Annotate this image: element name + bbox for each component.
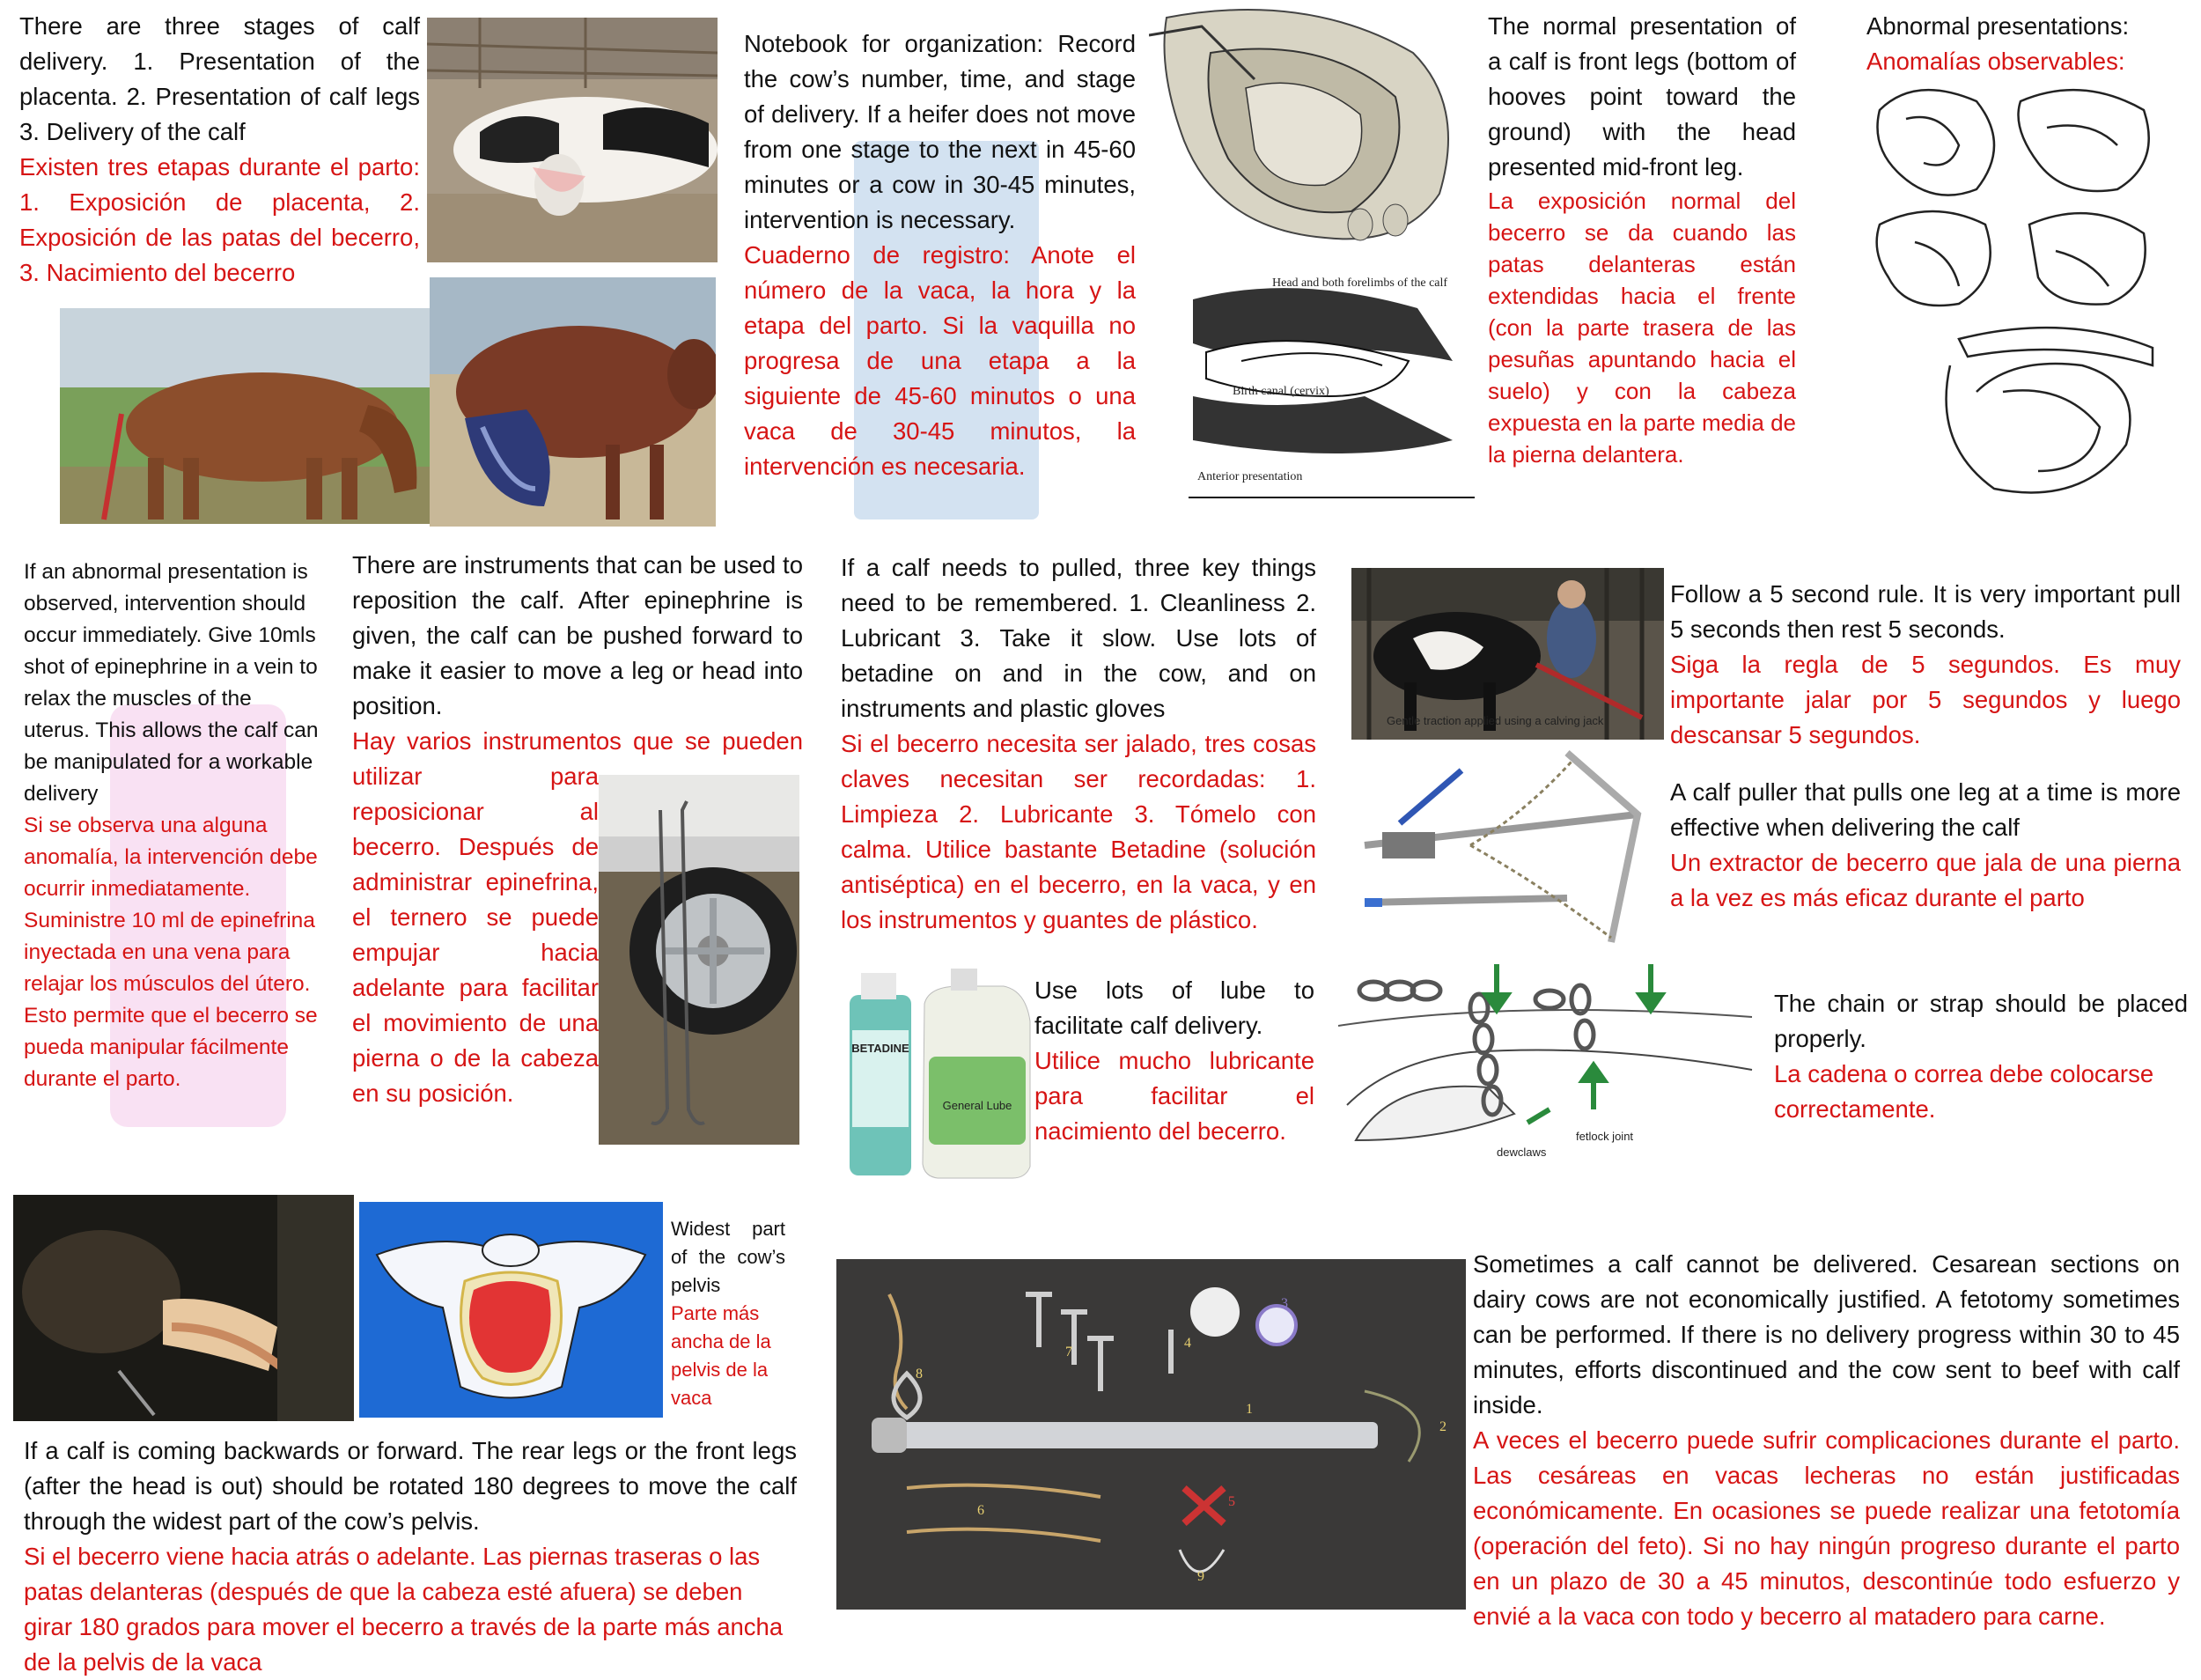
betadine-label: BETADINE [851, 1042, 909, 1055]
notebook-english: Notebook for organization: Record the cow’s number, time, and stage of delivery. If a heifer does not move from one stage to the next in 45-60 minutes or a cow in 30-45 minutes, intervention is necessary. [744, 30, 1136, 233]
label-dewclaws: dewclaws [1497, 1146, 1547, 1159]
intervention-text-block [24, 556, 323, 1095]
anterior-presentation-diagram [1189, 264, 1475, 502]
pulled-spanish-block [841, 726, 1316, 938]
fetotomy-tools-photo [836, 1259, 1466, 1610]
pelvis-english: Widest part of the cow’s pelvis [671, 1218, 785, 1296]
puller-spanish: Un extractor de becerro que jala de una pierna a la vez es más eficaz durante el parto [1670, 849, 2181, 911]
instruments-spanish: Hay varios instrumentos que se pueden utilizar para reposicionar al becerro. Después de administrar epinefrina, el ternero se puede empujar hacia adelante para facilitar el movimiento de una pierna o de la cabeza en su posición. [352, 727, 803, 1107]
tool-number-1: 1 [1246, 1402, 1253, 1417]
tool-number-7: 7 [1065, 1345, 1072, 1359]
instruments-english-block [352, 548, 803, 724]
pulled-spanish: Si el becerro necesita ser jalado, tres cosas claves necesitan ser recordadas: 1. Limpieza 2. Lubricante 3. Tómelo con calma. Utilice bastante Betadine (solución antiséptica) en el becerro, en la vaca, y en los instrumentos y guantes de plástico. [841, 730, 1316, 933]
notebook-text-block [744, 26, 1136, 484]
backwards-spanish: Si el becerro viene hacia atrás o adelante. Las piernas traseras o las patas delanteras (después de que la cabeza esté afuera) se deben girar 180 grados para mover el becerro a través de la parte más ancha de la pelvis de la vaca [24, 1543, 784, 1676]
lube-english: Use lots of lube to facilitate calf delivery. [1034, 976, 1314, 1039]
stages-english: There are three stages of calf delivery. 1. Presentation of the placenta. 2. Presentation of calf legs 3. Delivery of the calf [19, 12, 420, 145]
normal-presentation-illustration [1149, 0, 1479, 255]
cow-placenta-photo-left [60, 308, 430, 524]
lube-spanish: Utilice mucho lubricante para facilitar el nacimiento del becerro. [1034, 1047, 1314, 1145]
abnormal-presentations-sketches [1862, 75, 2166, 515]
general-lube-label: General Lube [942, 1099, 1012, 1112]
tool-number-5: 5 [1228, 1494, 1235, 1509]
pelvis-spanish: Parte más ancha de la pelvis de la vaca [671, 1302, 771, 1409]
fig-label-head-forelimbs: Head and both forelimbs of the calf [1272, 276, 1448, 290]
lube-text-block [1034, 973, 1314, 1149]
betadine-and-lube-photo [845, 969, 1034, 1180]
fig-label-birth-canal: Birth canal (cervix) [1233, 385, 1329, 398]
five-second-text-block [1670, 577, 2181, 753]
pelvis-text-block [671, 1215, 785, 1412]
tool-number-4: 4 [1184, 1336, 1191, 1351]
rotating-legs-photo [13, 1195, 354, 1421]
notebook-spanish: Cuaderno de registro: Anote el número de la vaca, la hora y la etapa del parto. Si la vaquilla no progresa de una etapa a la siguiente de 45-60 minutos o una vaca de 30-45 minutos, la intervención es necesaria. [744, 241, 1136, 480]
abnormal-spanish: Anomalías observables: [1866, 48, 2125, 75]
pulled-english: If a calf needs to pulled, three key things need to be remembered. 1. Cleanliness 2. Lubricant 3. Take it slow. Use lots of betadine on and in the cow, and on instruments and plastic gloves [841, 554, 1316, 722]
puller-text-block [1670, 775, 2181, 916]
normal-english: The normal presentation of a calf is front legs (bottom of hooves point toward the ground) with the head presented mid-front leg. [1488, 12, 1796, 181]
label-fetlock-joint: fetlock joint [1576, 1130, 1634, 1143]
calving-jack-caption: Gentle traction applied using a calving jack [1387, 714, 1604, 727]
chain-text-block [1774, 986, 2188, 1127]
five-second-spanish: Siga la regla de 5 segundos. Es muy importante jalar por 5 segundos y luego descansar 5 segundos. [1670, 651, 2181, 748]
pulled-text-block [841, 550, 1316, 726]
intervention-english: If an abnormal presentation is observed, intervention should occur immediately. Give 10mls shot of epinephrine in a vein to relax the muscles of the uterus. This allows the calf can be manipulated for a workable delivery [24, 560, 319, 806]
chain-placement-diagram [1338, 964, 1756, 1162]
fetotomy-text-block [1473, 1247, 2180, 1634]
abnormal-heading-block [1866, 9, 2192, 79]
tool-number-9: 9 [1197, 1569, 1204, 1584]
intervention-spanish: Si se observa una alguna anomalía, la intervención debe ocurrir inmediatamente. Suministre 10 ml de epinefrina inyectada en una vena para relajar los músculos del útero. Esto permite que el becerro se pueda manipular fácilmente durante el parto. [24, 814, 318, 1091]
tool-number-3: 3 [1281, 1296, 1288, 1311]
normal-spanish: La exposición normal del becerro se da cuando las patas delanteras están extendidas hacia el frente (con la parte trasera de las pesuñas apuntando hacia el suelo) y con la cabeza expuesta en la parte media de la pierna delantera. [1488, 188, 1796, 468]
five-second-english: Follow a 5 second rule. It is very important pull 5 seconds then rest 5 seconds. [1670, 580, 2181, 643]
backwards-text-block [24, 1433, 797, 1680]
cow-placenta-photo-right [430, 277, 716, 527]
calf-puller-illustration [1347, 744, 1660, 947]
repositioning-instrument-photo [599, 775, 799, 1145]
fetotomy-spanish: A veces el becerro puede sufrir complicaciones durante el parto. Las cesáreas en vacas lecheras no están justificadas económicamente. En ocasiones se puede realizar una fetotomía (operación del feto). Si no hay ningún progreso durante el parto en un plazo de 30 a 45 minutos, descontinúe todo esfuerzo y envié a la vaca con todo y becerro al matadero para carne. [1473, 1426, 2180, 1630]
stages-spanish: Existen tres etapas durante el parto: 1. Exposición de placenta, 2. Exposición de las patas del becerro, 3. Nacimiento del becerro [19, 153, 420, 286]
fig-label-anterior-presentation: Anterior presentation [1197, 470, 1303, 483]
calving-jack-photo [1351, 568, 1664, 740]
chain-english: The chain or strap should be placed properly. [1774, 990, 2188, 1052]
instruments-english: There are instruments that can be used to reposition the calf. After epinephrine is given, the calf can be pushed forward to make it easier to move a leg or head into position. [352, 551, 803, 719]
pelvis-diagram [359, 1202, 663, 1418]
chain-spanish: La cadena o correa debe colocarse correctamente. [1774, 1060, 2154, 1123]
backwards-english: If a calf is coming backwards or forward. The rear legs or the front legs (after the head is out) should be rotated 180 degrees to move the calf through the widest part of the cow’s pelvis. [24, 1437, 797, 1535]
cow-lying-photo [427, 18, 718, 262]
stages-text-block [19, 9, 420, 291]
tool-number-2: 2 [1439, 1419, 1446, 1434]
tool-number-6: 6 [977, 1503, 984, 1518]
tool-number-8: 8 [916, 1367, 923, 1382]
fetotomy-english: Sometimes a calf cannot be delivered. Cesarean sections on dairy cows are not economically justified. A fetotomy sometimes can be performed. If there is no delivery progress within 30 to 45 minutes, efforts discontinued and the cow sent to beef with calf inside. [1473, 1250, 2180, 1418]
puller-english: A calf puller that pulls one leg at a time is more effective when delivering the calf [1670, 778, 2181, 841]
normal-presentation-text-block [1488, 9, 1796, 470]
abnormal-english: Abnormal presentations: [1866, 12, 2130, 40]
